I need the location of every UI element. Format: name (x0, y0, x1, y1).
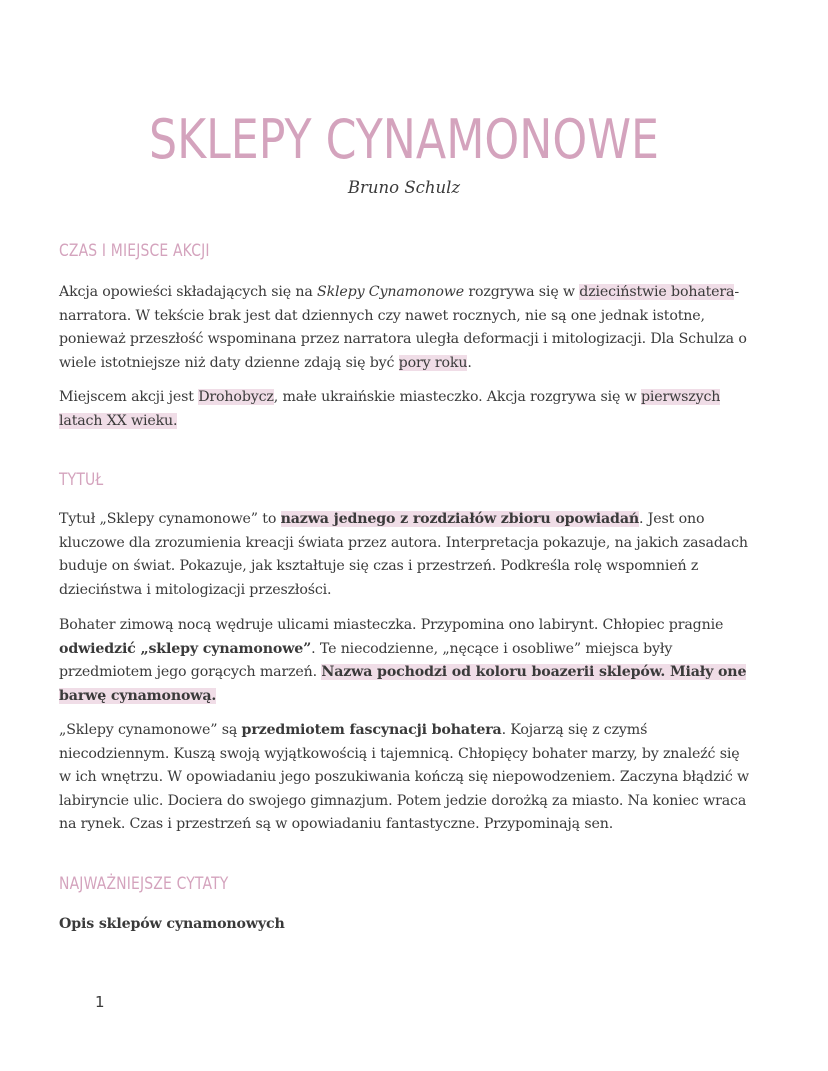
highlight-childhood: dzieciństwie bohatera (579, 284, 735, 300)
highlight-chapter-name: nazwa jednego z rozdziałów zbioru opowiadań (280, 511, 640, 527)
author-name: Bruno Schulz (347, 178, 461, 197)
paragraph-fascination: „Sklepy cynamonowe” są przedmiotem fascynacji bohatera. Kojarzą się z czymś niecodziennym. Kuszą swoją wyjątkowością i tajemnicą. Chłopięcy bohater marzy, by znaleźć się w ich wnętrzu. W opowiadaniu jego poszukiwania kończą się niepowodzeniem. Zaczyna błądzić w labiryncie ulic. Dociera do swojego gimnazjum. Potem jedzie dorożką za miasto. Na koniec wraca na rynek. Czas i przestrzeń są w opowiadaniu fantastyczne. Przypominają sen. (59, 722, 749, 832)
section-heading-time-place: CZAS I MIEJSCE AKCJI (59, 241, 210, 261)
paragraph-time: Akcja opowieści składających się na Sklepy Cynamonowe rozgrywa się w dzieciństwie bohatera-narratora. W tekście brak jest dat dziennych czy nawet rocznych, nie są one jednak istotne, ponieważ przeszłość wspominana przez narratora uległa deformacji i mitologizacji. Dla Schulza o wiele istotniejsze niż daty dzienne zdają się być pory roku. (59, 284, 747, 371)
highlight-drohobycz: Drohobycz (198, 389, 274, 405)
page-number: 1 (95, 993, 105, 1011)
document-title: SKLEPY CYNAMONOWE (148, 108, 660, 171)
highlight-seasons: pory roku (398, 354, 468, 371)
subheading-shop-description: Opis sklepów cynamonowych (59, 916, 285, 932)
paragraph-title-meaning: Tytuł „Sklepy cynamonowe” to nazwa jednego z rozdziałów zbioru opowiadań. Jest ono kluczowe dla zrozumienia kreacji świata przez autora. Interpretacja pokazuje, na jakich zasadach buduje on świat. Pokazuje, jak kształtuje się czas i przestrzeń. Podkreśla rolę wspomnień z dzieciństwa i mitologizacji przeszłości. (59, 511, 748, 598)
section-heading-quotes: NAJWAŻNIEJSZE CYTATY (59, 874, 229, 894)
section-heading-title: TYTUŁ (59, 470, 104, 490)
highlight-name-origin: Nazwa pochodzi od koloru boazerii sklepów. Miały one barwę cynamonową. (59, 664, 747, 704)
highlight-early-20th-century: pierwszych latach XX wieku. (59, 389, 721, 429)
paragraph-night-walk: Bohater zimową nocą wędruje ulicami miasteczka. Przypomina ono labirynt. Chłopiec pragnie odwiedzić „sklepy cynamonowe”. Te niecodzienne, „nęcące i osobliwe” miejsca były przedmiotem jego gorących marzeń. Nazwa pochodzi od koloru boazerii sklepów. Miały one barwę cynamonową. (59, 617, 747, 704)
paragraph-place: Miejscem akcji jest Drohobycz, małe ukraińskie miasteczko. Akcja rozgrywa się w pierwszych latach XX wieku. (59, 389, 721, 429)
